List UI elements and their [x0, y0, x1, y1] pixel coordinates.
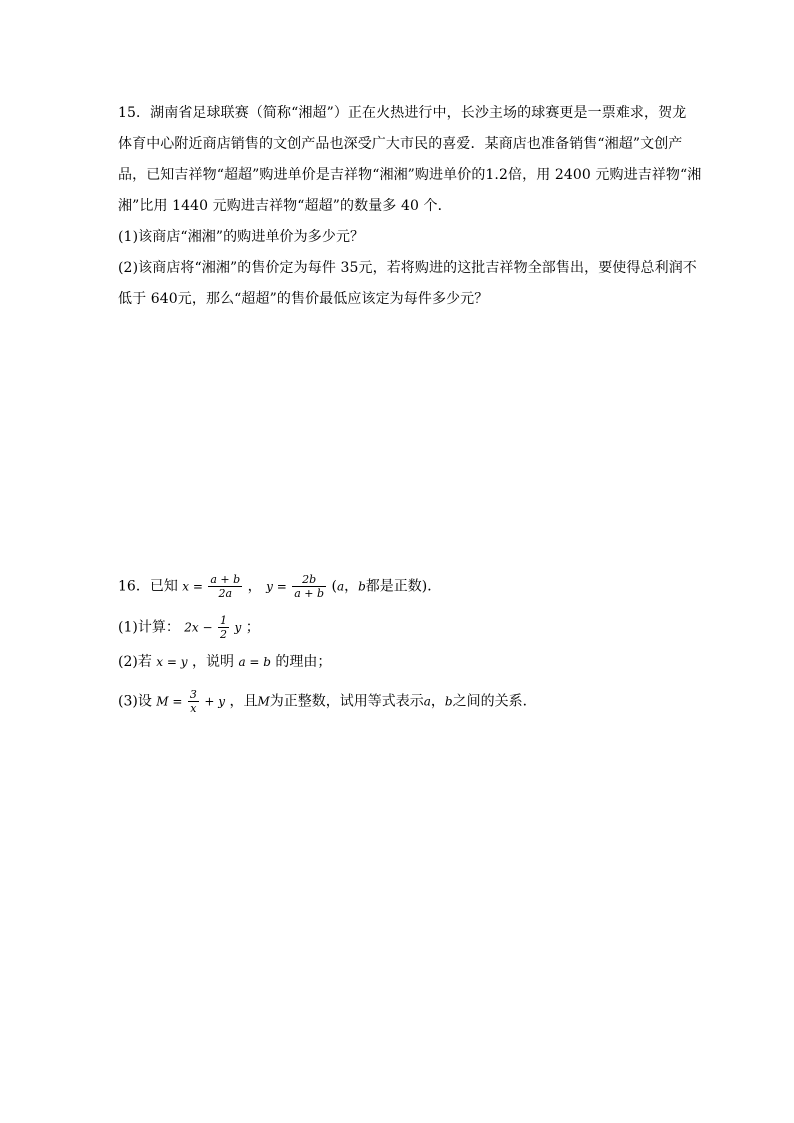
- s3-middle: ，且: [229, 693, 258, 710]
- s2-equality: a = b: [238, 655, 271, 669]
- condition-var-b: b: [358, 579, 366, 594]
- q15-subquestion-2-line-2: 低于 640元，那么“超超”的售价最低应该定为每件多少元？: [118, 291, 489, 307]
- s3-text: 为正整数，试用等式表示: [269, 693, 424, 710]
- y-fraction-numerator: 2b: [302, 573, 317, 586]
- s3-var-b: b: [444, 694, 453, 709]
- s1-end: ；: [245, 619, 260, 636]
- condition-var-a: a: [336, 579, 345, 594]
- s1-expression-part-a: 2x −: [184, 620, 213, 635]
- q16-statement: [118, 573, 441, 600]
- q15-line-1: 15．湖南省足球联赛（简称“湘超”）正在火热进行中，长沙主场的球赛更是一票难求，贺龙: [118, 105, 687, 121]
- s1-half-fraction: [218, 614, 229, 641]
- y-fraction-denominator: a + b: [294, 587, 325, 600]
- q16-subquestion-2: [118, 652, 331, 672]
- q16-subquestion-1: [118, 614, 260, 641]
- s2-label: (2)若: [118, 654, 152, 670]
- condition-separator: ，: [344, 578, 359, 595]
- s3-lhs: M =: [156, 694, 183, 709]
- q16-prefix: 16．已知: [118, 578, 178, 595]
- s1-fraction-numerator: 1: [220, 614, 228, 627]
- y-fraction: [292, 573, 326, 600]
- s3-fraction: [188, 688, 199, 715]
- s1-expression-part-b: y: [234, 620, 242, 635]
- q16-subquestion-3: [118, 688, 537, 715]
- s3-var-a: a: [423, 694, 431, 709]
- s3-fraction-numerator: 3: [189, 688, 197, 701]
- s2-condition: x = y: [156, 655, 188, 669]
- q16-comma: ，: [247, 578, 262, 595]
- x-fraction-numerator: a + b: [210, 573, 241, 586]
- q15-subquestion-1: (1)该商店“湘湘”的购进单价为多少元？: [118, 229, 365, 245]
- s3-fraction-denominator: x: [188, 701, 199, 715]
- condition-open-paren: (: [331, 578, 337, 595]
- q15-line-4: 湘”比用 1440 元购进吉祥物“超超”的数量多 40 个．: [118, 198, 452, 214]
- q15-subquestion-2-line-1: (2)该商店将“湘湘”的售价定为每件 35元，若将购进的这批吉祥物全部售出，要使得总利润不: [118, 260, 697, 276]
- s3-label: (3)设: [118, 693, 152, 710]
- s3-end: 之间的关系．: [452, 693, 537, 710]
- x-definition-lhs: x =: [182, 579, 203, 594]
- s3-plus-y: + y: [204, 694, 226, 709]
- y-definition-lhs: y =: [266, 579, 287, 594]
- x-fraction: [208, 573, 242, 600]
- s3-var-M: M: [257, 694, 270, 709]
- s1-fraction-denominator: 2: [220, 628, 228, 641]
- q15-line-3: 品，已知吉祥物“超超”购进单价是吉祥物“湘湘”购进单价的1.2倍，用 2400 元购进吉祥物“湘: [118, 167, 702, 183]
- condition-tail: 都是正数)．: [365, 578, 442, 595]
- q15-line-2: 体育中心附近商店销售的文创产品也深受广大市民的喜爱．某商店也准备销售“湘超”文创产: [118, 136, 683, 152]
- s3-comma: ，: [430, 693, 445, 710]
- s2-middle: ，说明: [191, 654, 234, 670]
- s1-label: (1)计算：: [118, 619, 180, 636]
- s2-end: 的理由；: [275, 654, 332, 670]
- x-fraction-denominator: 2a: [208, 586, 242, 600]
